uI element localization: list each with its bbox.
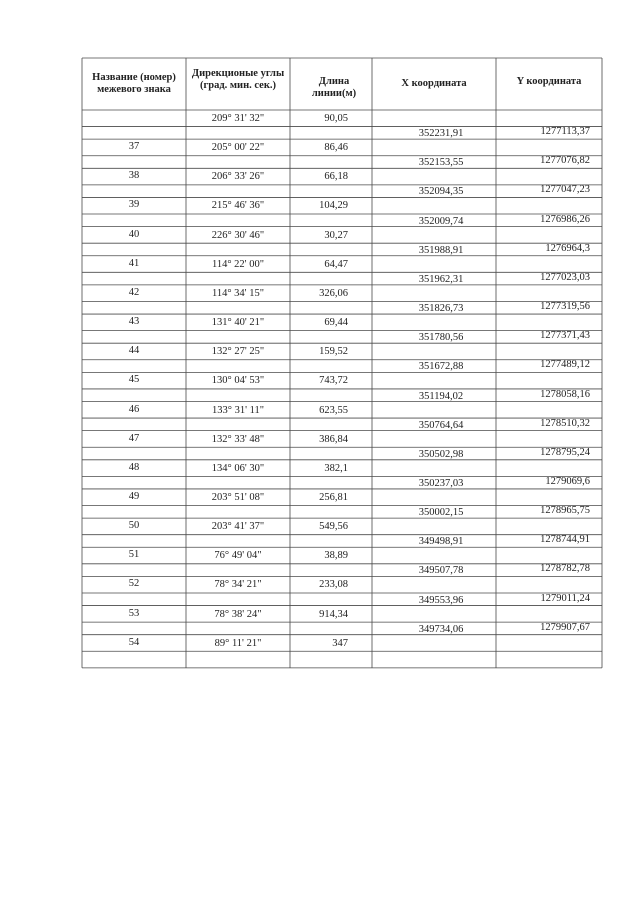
point-name: 47 [128,432,140,444]
segment-line-length: 549,56 [319,521,348,533]
segment-direction-angle: 226° 30' 46" [211,229,265,241]
point-name: 40 [128,228,140,240]
point-y-coordinate: 1277023,03 [540,271,590,283]
point-x-coordinate: 351780,56 [418,332,464,344]
point-y-coordinate: 1278795,24 [540,446,590,458]
point-x-coordinate: 350764,64 [418,419,464,431]
point-name: 44 [128,345,140,357]
header-y-coordinate: Y координата [516,76,582,87]
segment-direction-angle: 132° 33' 48" [211,433,265,445]
point-y-coordinate: 1277047,23 [540,184,590,196]
segment-line-length: 90,05 [324,113,348,124]
segment-direction-angle: 133° 31' 11" [212,404,264,416]
segment-direction-angle: 114° 22' 00" [212,258,264,270]
point-x-coordinate: 351194,02 [418,390,464,402]
segment-line-length: 347 [332,637,348,649]
point-name: 50 [128,520,140,532]
point-y-coordinate: 1278058,16 [540,388,590,400]
segment-line-length: 66,18 [324,171,348,183]
point-y-coordinate: 1278965,75 [540,505,590,517]
point-name: 41 [128,257,140,269]
point-x-coordinate: 349553,96 [418,594,464,606]
segment-direction-angle: 205° 00' 22" [211,142,265,154]
point-y-coordinate: 1276986,26 [540,213,590,225]
segment-direction-angle: 215° 46' 36" [211,200,265,212]
point-x-coordinate: 351962,31 [418,273,464,285]
point-y-coordinate: 1277319,56 [540,301,590,313]
segment-line-length: 743,72 [319,375,348,387]
segment-line-length: 914,34 [319,608,348,620]
segment-line-length: 30,27 [324,229,348,241]
point-name: 51 [128,549,140,561]
segment-line-length: 623,55 [319,404,348,416]
point-x-coordinate: 351672,88 [418,361,464,373]
point-name: 43 [128,316,140,328]
point-name: 42 [128,286,140,298]
point-y-coordinate: 1279069,6 [545,475,590,487]
point-x-coordinate: 352153,55 [418,157,464,169]
point-x-coordinate: 352094,35 [418,186,464,198]
header-line-length: Длина линии(м) [311,76,357,99]
point-x-coordinate: 351826,73 [418,303,464,315]
point-x-coordinate: 350237,03 [418,477,464,489]
point-name: 37 [128,141,140,153]
segment-direction-angle: 89° 11' 21" [214,637,262,649]
segment-direction-angle: 76° 49' 04" [214,550,262,562]
point-y-coordinate: 1278744,91 [540,534,590,546]
segment-direction-angle: 78° 38' 24" [214,608,262,620]
point-name: 38 [128,170,140,182]
point-name: 39 [128,199,140,211]
point-name: 53 [128,607,140,619]
point-y-coordinate: 1278782,78 [540,563,590,575]
segment-line-length: 64,47 [324,258,348,270]
point-x-coordinate: 349734,06 [418,623,464,635]
segment-direction-angle: 206° 33' 26" [211,171,265,183]
segment-direction-angle: 130° 04' 53" [211,375,265,387]
point-y-coordinate: 1278510,32 [540,417,590,429]
point-name: 52 [128,578,140,590]
segment-line-length: 233,08 [319,579,348,591]
segment-direction-angle: 78° 34' 21" [214,579,262,591]
segment-direction-angle: 114° 34' 15" [212,287,264,299]
point-name: 48 [128,461,140,473]
point-x-coordinate: 350502,98 [418,448,464,460]
segment-direction-angle: 131° 40' 21" [211,317,265,329]
segment-direction-angle: 132° 27' 25" [211,346,265,358]
point-y-coordinate: 1277113,37 [540,126,590,138]
point-x-coordinate: 351988,91 [418,244,464,256]
segment-line-length: 382,1 [324,462,348,474]
point-name: 54 [128,636,140,648]
point-y-coordinate: 1276964,3 [545,242,590,254]
segment-line-length: 69,44 [324,317,348,329]
point-x-coordinate: 349507,78 [418,565,464,577]
segment-line-length: 38,89 [324,550,348,562]
header-direction-angle: Дирекционые углы (град. мин. сек.) [191,68,285,91]
point-y-coordinate: 1279011,24 [540,592,590,604]
segment-direction-angle: 203° 41' 37" [211,521,265,533]
segment-line-length: 386,84 [319,433,348,445]
point-name: 45 [128,374,140,386]
segment-direction-angle: 134° 06' 30" [211,462,265,474]
header-point-name: Название (номер) межевого знака [92,72,176,95]
point-name: 49 [128,490,140,502]
point-y-coordinate: 1277489,12 [540,359,590,371]
header-x-coordinate: X координата [401,78,467,89]
point-x-coordinate: 349498,91 [418,536,464,548]
point-y-coordinate: 1277371,43 [540,330,590,342]
segment-line-length: 86,46 [324,142,348,154]
point-name: 46 [128,403,140,415]
point-x-coordinate: 350002,15 [418,507,464,519]
segment-direction-angle: 203° 51' 08" [211,491,265,503]
segment-line-length: 104,29 [319,200,348,212]
point-x-coordinate: 352009,74 [418,215,464,227]
segment-direction-angle: 209° 31' 32" [211,113,265,124]
point-x-coordinate: 352231,91 [418,128,464,140]
segment-line-length: 256,81 [319,491,348,503]
segment-line-length: 159,52 [319,346,348,358]
point-y-coordinate: 1279907,67 [540,621,590,633]
segment-line-length: 326,06 [319,287,348,299]
point-y-coordinate: 1277076,82 [540,155,590,167]
